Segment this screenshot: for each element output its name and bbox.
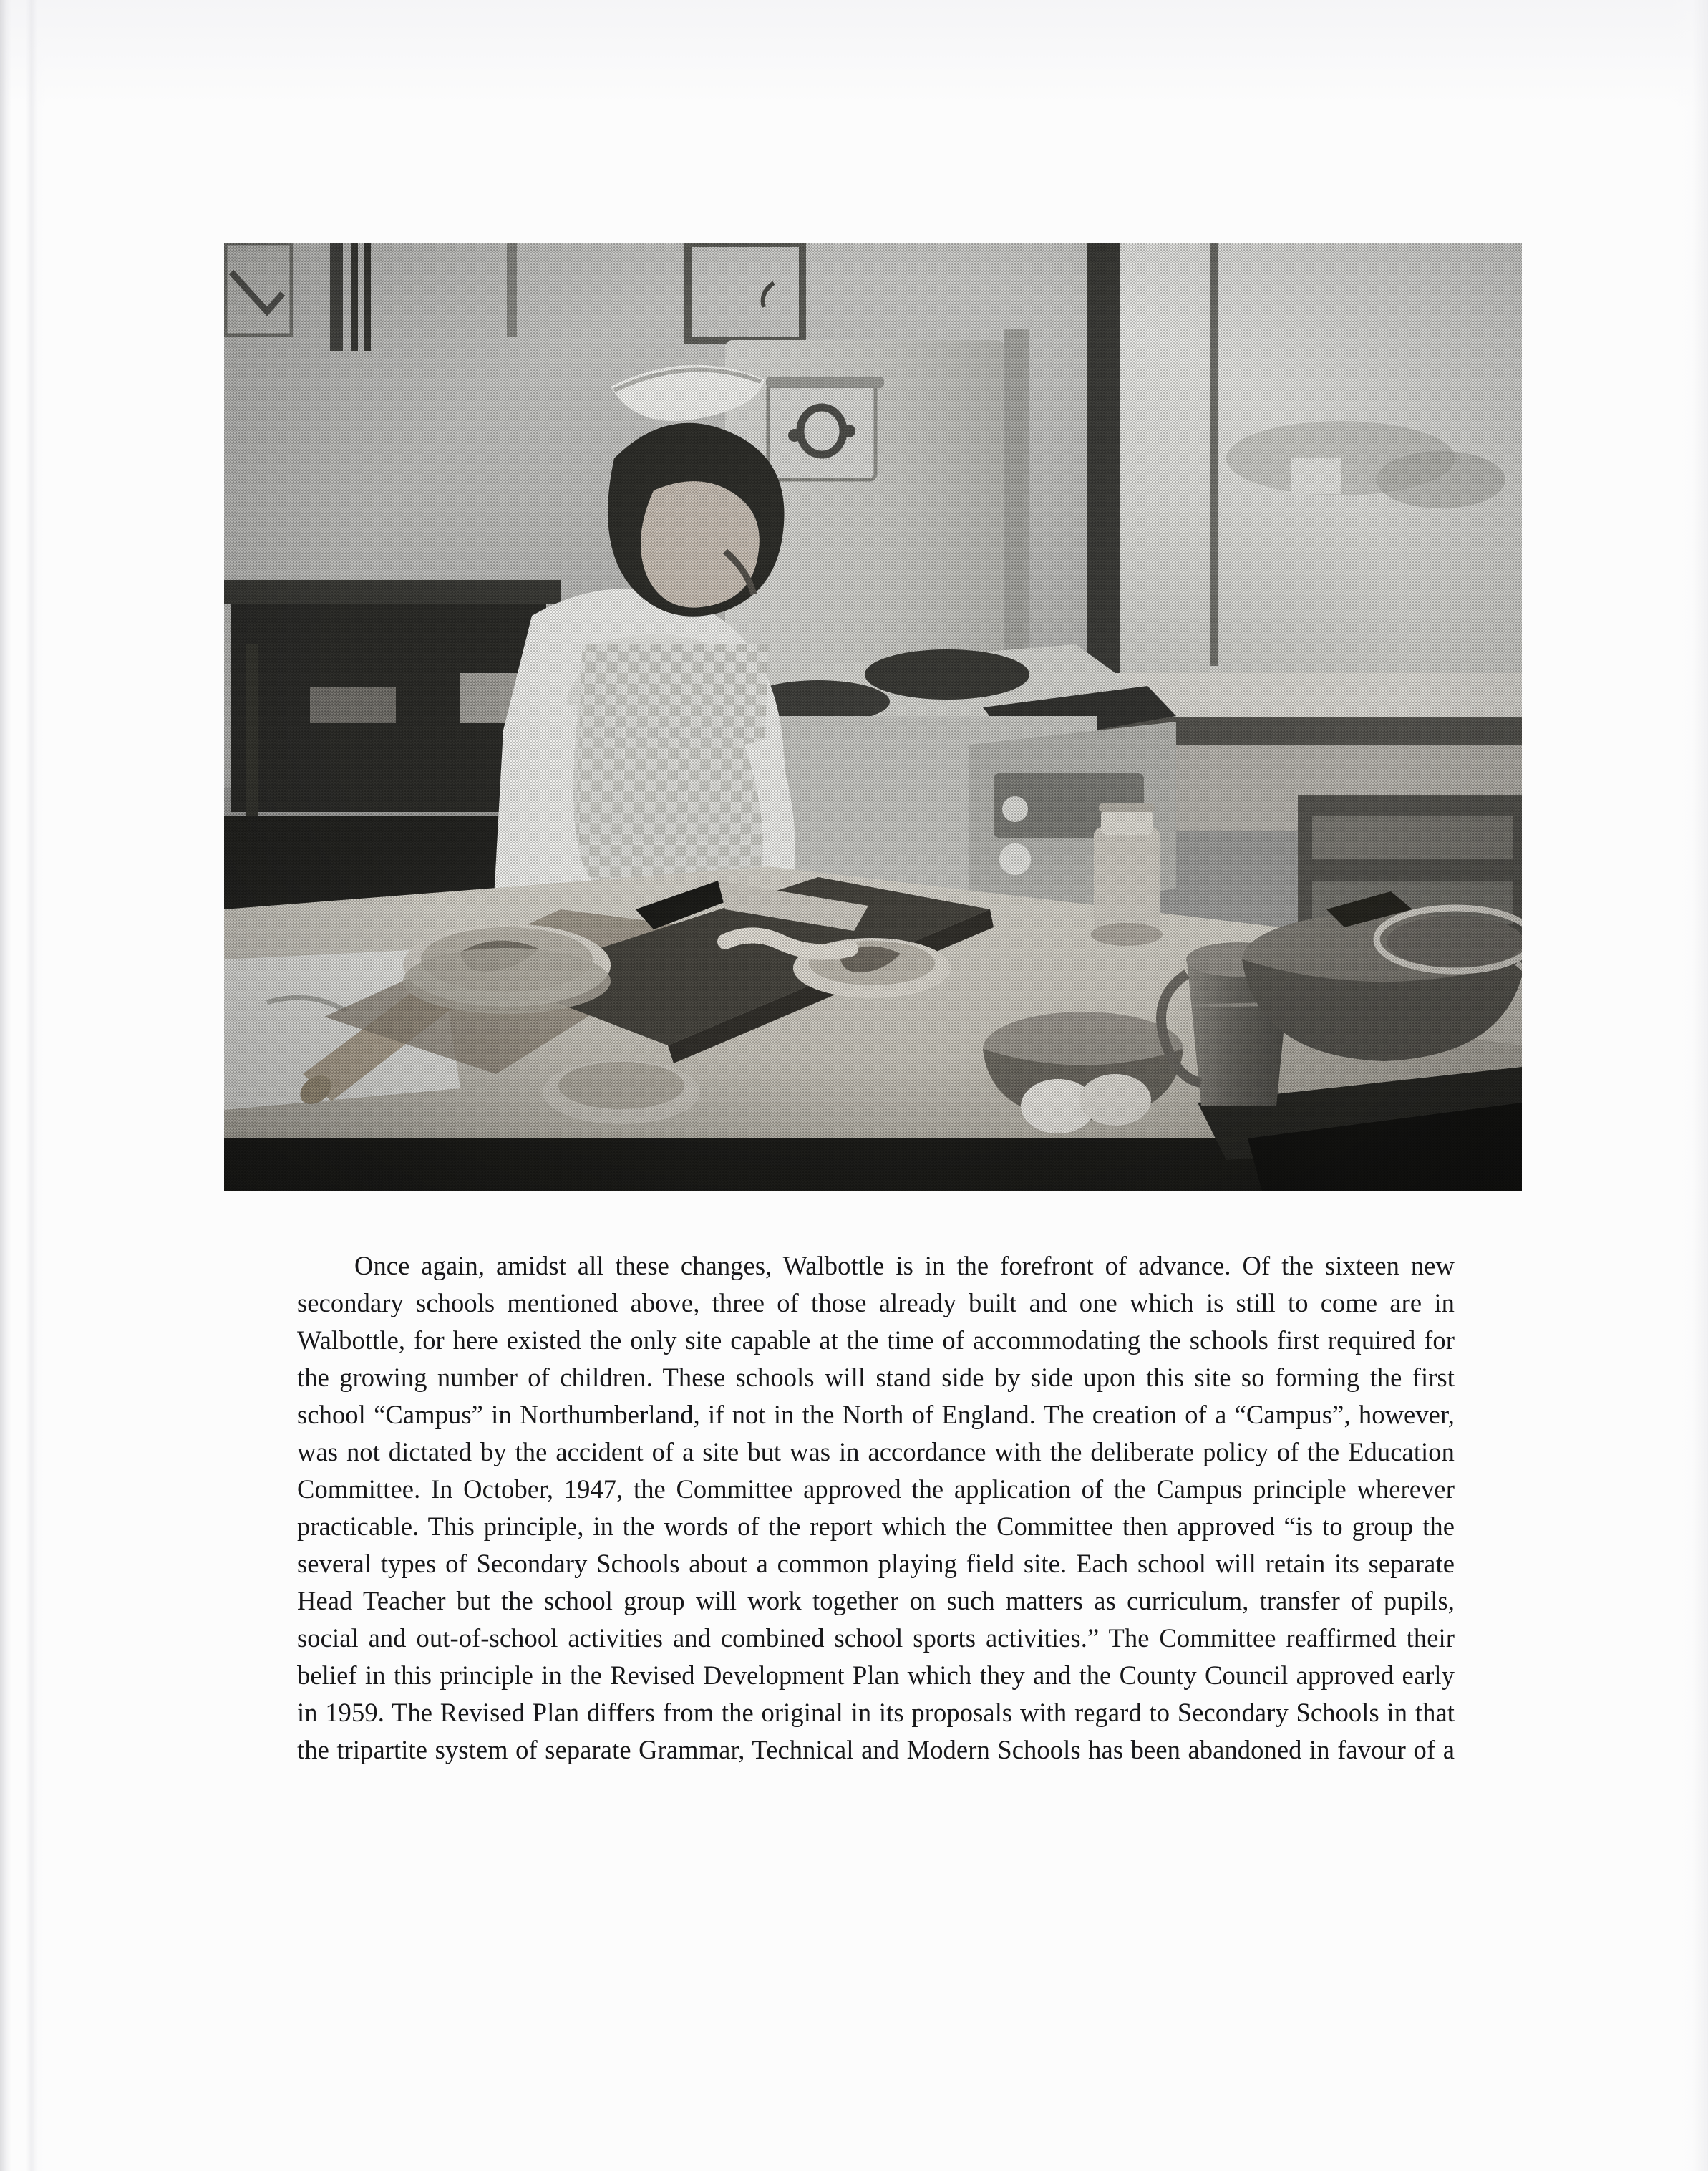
scan-streak-right [1665,0,1708,2171]
scan-streak-left [0,0,50,2171]
scan-shadow-top [0,0,1708,107]
photograph-artwork [224,243,1522,1191]
photograph-domestic-science-class [224,243,1522,1191]
body-text-block [297,1247,1455,1806]
body-paragraph: Once again, amidst all these changes, Walbottle is in the forefront of advance. Of the sixteen new secondary schools mentioned above, three of those already built and one which is still to come are in Walbottle, for here existed the only site capable at the time of accommodating the schools first required for the growing number of children. These schools will stand side by side upon this site so forming the first school “Campus” in Northumberland, if not in the North of England. The creation of a “Campus”, however, was not dictated by the accident of a site but was in accordance with the deliberate policy of the Education Committee. In October, 1947, the Committee approved the application of the Campus principle wherever practicable. This principle, in the words of the report which the Committee then approved “is to group the several types of Secondary Schools about a common playing field site. Each school will retain its separate Head Teacher but the school group will work together on such matters as curriculum, transfer of pupils, social and out-of-school activities and combined school sports activities.” The Committee reaffirmed their belief in this principle in the Revised Development Plan which they and the County Council approved early in 1959. The Revised Plan differs from the original in its proposals with regard to Secondary Schools in that the tripartite system of separate Grammar, Technical and Modern Schools has been abandoned in favour of a [297,1251,1455,1764]
